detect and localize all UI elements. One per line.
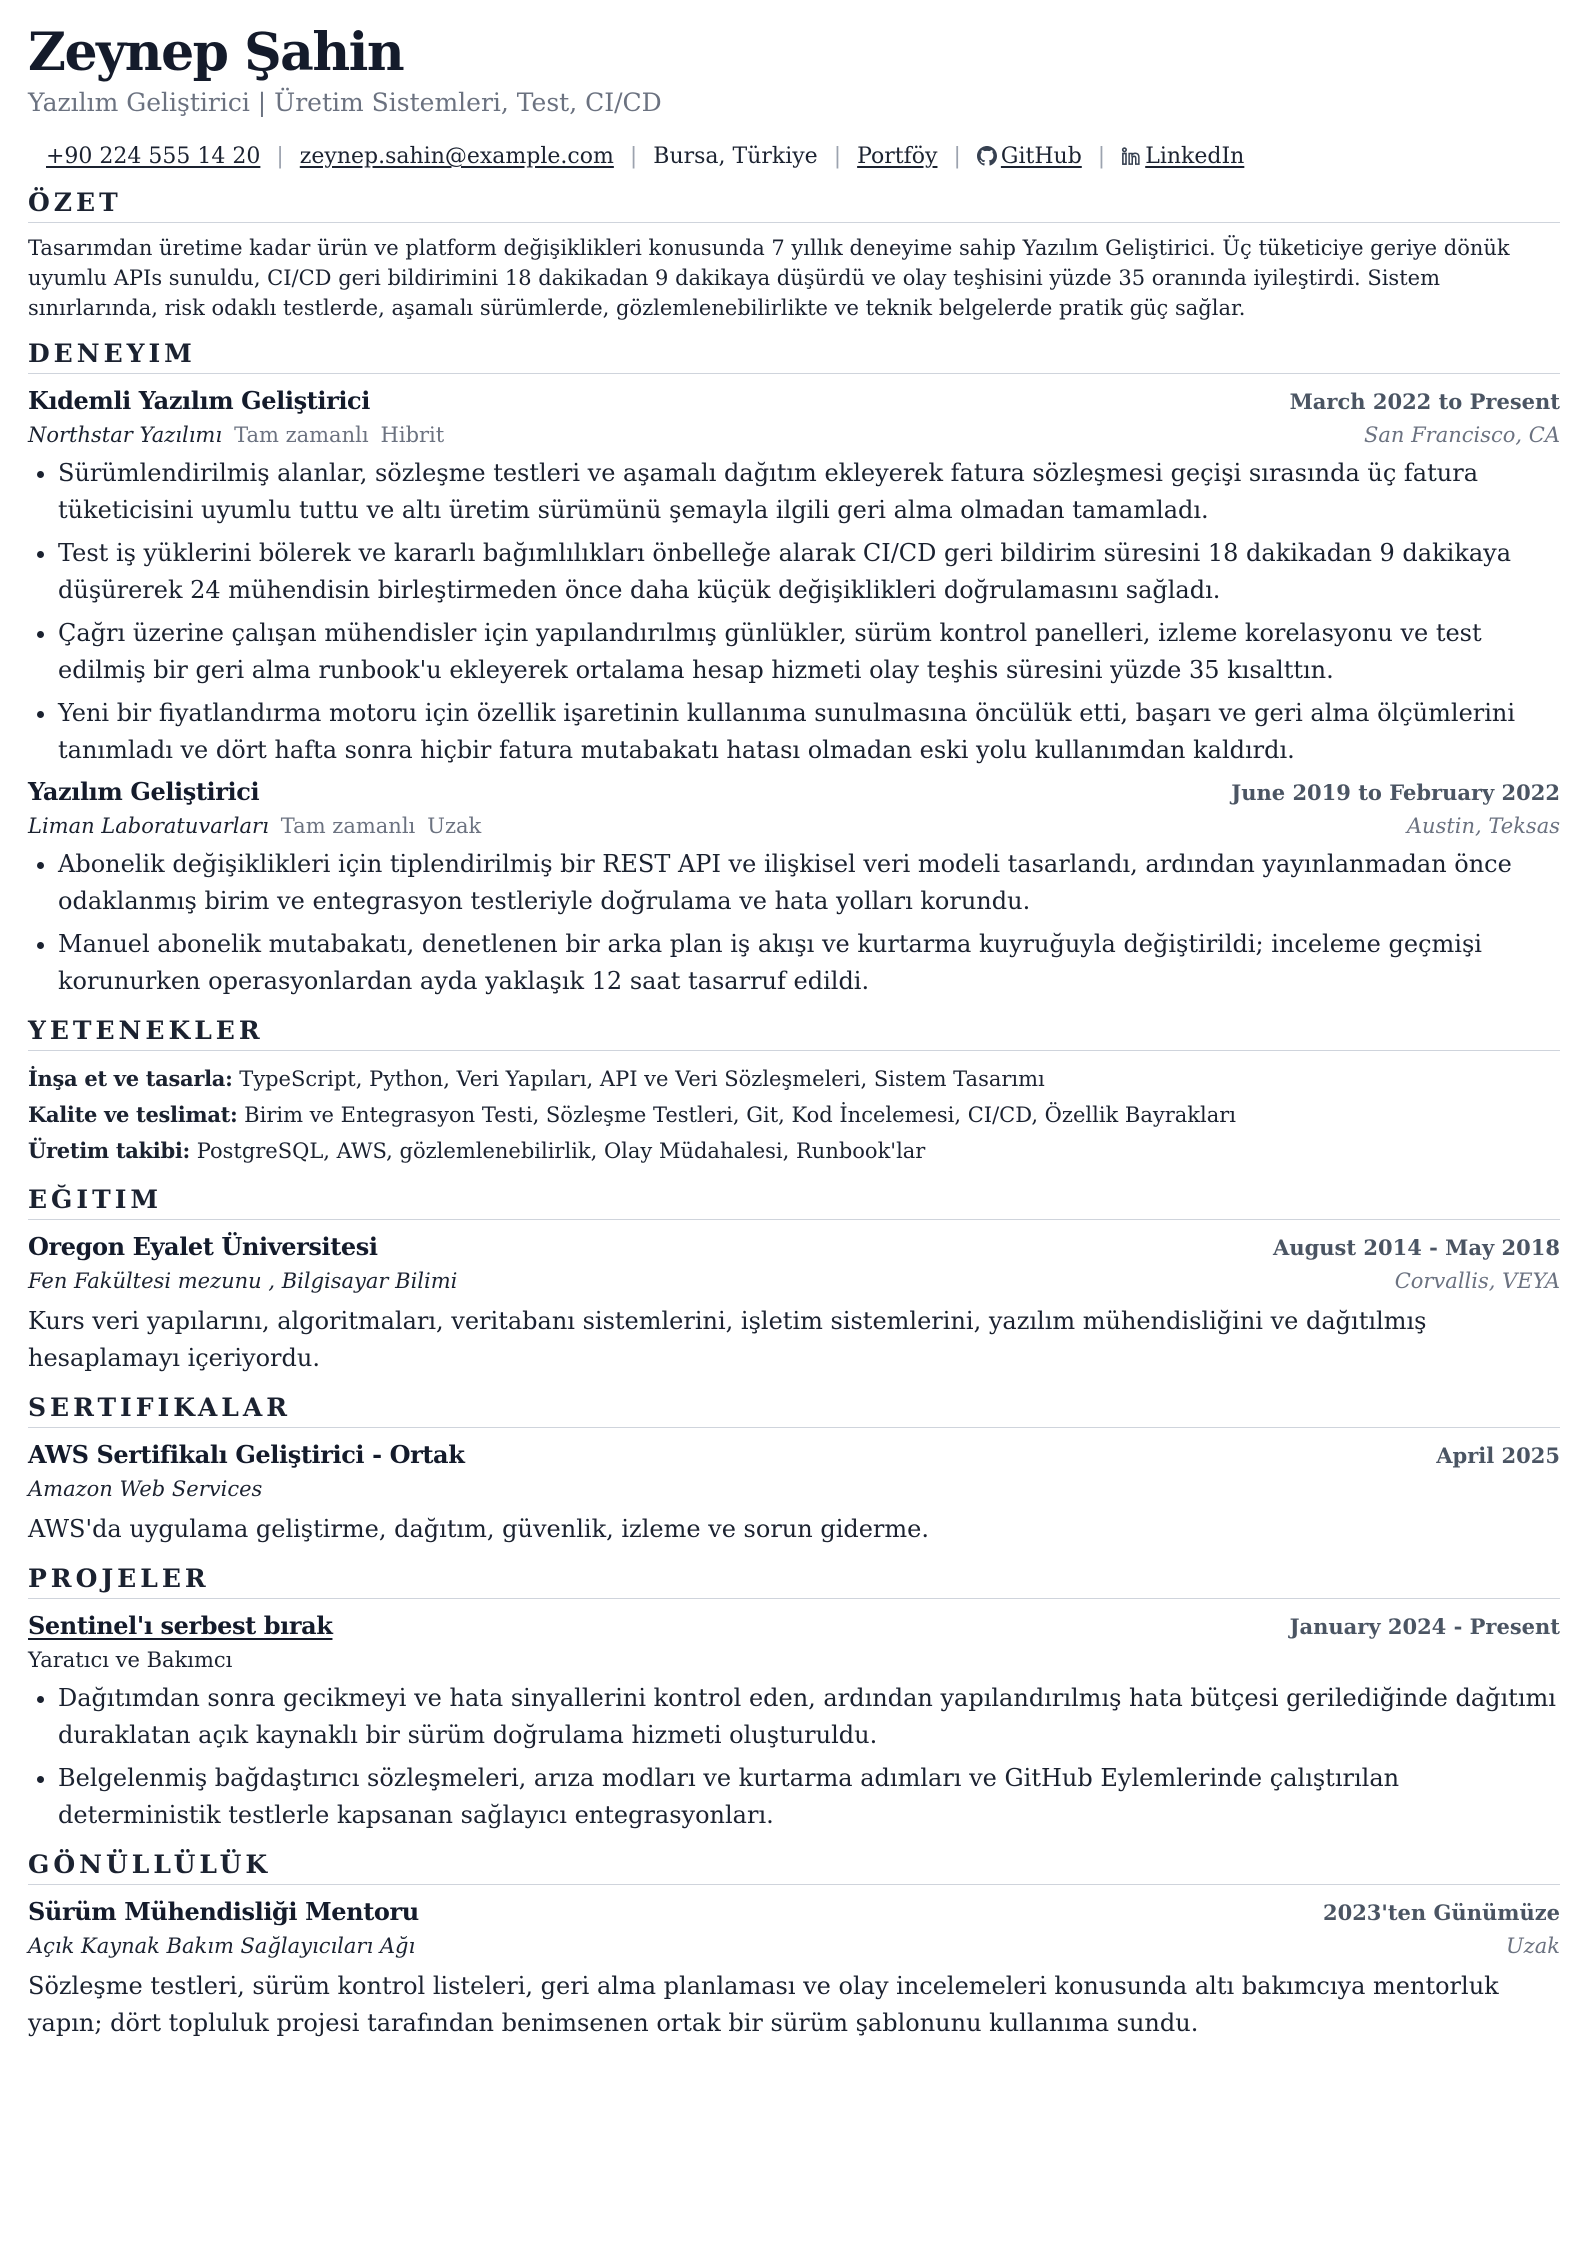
volunteer-org: Açık Kaynak Bakım Sağlayıcıları Ağı [28, 1934, 416, 1958]
job-location: Austin, Teksas [1406, 814, 1560, 838]
bullet-item: • Belgelenmiş bağdaştırıcı sözleşmeleri, arıza modları ve kurtarma adımları ve GitHub Eylemlerinde çalıştırılan deterministik testlerle kapsanan sağlayıcı entegrasyonları. [58, 1760, 1560, 1834]
linkedin-label[interactable]: LinkedIn [1145, 144, 1245, 169]
separator: | [276, 144, 284, 169]
bullet-item: • Çağrı üzerine çalışan mühendisler için yapılandırılmış günlükler, sürüm kontrol panelleri, izleme korelasyonu ve test edilmiş bir geri alma runbook'u ekleyerek ortalama hesap hizmeti olay teşhis süresini yüzde 35 kısalttın. [58, 615, 1560, 689]
contact-bar [28, 142, 1560, 172]
skills-row [28, 1097, 1560, 1133]
github-icon [977, 146, 997, 166]
work-mode: Uzak [427, 814, 482, 838]
company-name: Liman Laboratuvarları [28, 814, 269, 838]
volunteer-description: Sözleşme testleri, sürüm kontrol listeleri, geri alma planlaması ve olay incelemeleri konusunda altı bakımcıya mentorluk yapın; dört topluluk projesi tarafından benimsenen ortak bir sürüm şablonunu kullanıma sundu. [28, 1972, 1499, 2037]
employment-type: Tam zamanlı [280, 814, 416, 838]
skills-row [28, 1061, 1560, 1097]
education-location: Corvallis, VEYA [1394, 1269, 1560, 1293]
skills-value: PostgreSQL, AWS, gözlemlenebilirlik, Olay Müdahalesi, Runbook'lar [196, 1139, 926, 1163]
certification-date: April 2025 [1436, 1443, 1560, 1468]
job-bullets [28, 846, 1560, 1000]
experience-heading: DENEYIM [28, 339, 1560, 374]
certifications-heading: SERTIFIKALAR [28, 1393, 1560, 1428]
github-label[interactable]: GitHub [1000, 144, 1082, 169]
certification-name: AWS Sertifikalı Geliştirici - Ortak [28, 1440, 465, 1469]
separator: | [833, 144, 842, 169]
volunteer-location: Uzak [1505, 1934, 1560, 1958]
bullet-item: • Yeni bir fiyatlandırma motoru için özellik işaretinin kullanıma sunulmasına öncülük etti, başarı ve geri alma ölçümlerini tanımladı ve dört hafta sonra hiçbir fatura mutabakatı hatası olmadan eski yolu kullanımdan kaldırdı. [58, 695, 1560, 769]
volunteering-entry [28, 1895, 1560, 2042]
bullet-item: • Dağıtımdan sonra gecikmeyi ve hata sinyallerini kontrol eden, ardından yapılandırılmış hata bütçesi gerilediğinde dağıtımı duraklatan açık kaynaklı bir sürüm doğrulama hizmeti oluşturuldu. [58, 1680, 1560, 1754]
separator: | [1097, 144, 1106, 169]
education-entry [28, 1230, 1560, 1377]
volunteer-role: Sürüm Mühendisliği Mentoru [28, 1897, 419, 1926]
volunteer-dates: 2023'ten Günümüze [1322, 1900, 1560, 1925]
job-dates: March 2022 to Present [1289, 389, 1560, 414]
project-bullets [28, 1680, 1560, 1834]
company-name: Northstar Yazılımı [28, 423, 223, 447]
skills-label: Kalite ve teslimat: [28, 1102, 238, 1127]
education-heading: EĞITIM [28, 1185, 1560, 1220]
job-bullets [28, 455, 1560, 769]
school-name: Oregon Eyalet Üniversitesi [28, 1232, 378, 1261]
certification-description: AWS'da uygulama geliştirme, dağıtım, güvenlik, izleme ve sorun giderme. [28, 1515, 929, 1543]
degree: Fen Fakültesi mezunu , Bilgisayar Bilimi [28, 1269, 458, 1293]
job-title: Kıdemli Yazılım Geliştirici [28, 386, 370, 415]
email-link[interactable]: zeynep.sahin@example.com [299, 144, 614, 169]
volunteering-heading: GÖNÜLLÜLÜK [28, 1850, 1560, 1885]
certification-issuer: Amazon Web Services [28, 1477, 263, 1501]
project-link[interactable]: Sentinel'ı serbest bırak [28, 1611, 333, 1640]
separator: | [629, 144, 638, 169]
skills-value: Birim ve Entegrasyon Testi, Sözleşme Testleri, Git, Kod İncelemesi, CI/CD, Özellik Bayrakları [244, 1103, 1237, 1127]
summary-heading: ÖZET [28, 188, 1560, 223]
education-description: Kurs veri yapılarını, algoritmaları, veritabanı sistemlerini, işletim sistemlerini, yazılım mühendisliğini ve dağıtılmış hesaplamayı içeriyordu. [28, 1307, 1427, 1372]
certification-entry [28, 1438, 1560, 1548]
job-dates: June 2019 to February 2022 [1231, 780, 1560, 805]
employment-type: Tam zamanlı [234, 423, 369, 447]
project-entry [28, 1609, 1560, 1834]
project-role: Yaratıcı ve Bakımcı [28, 1648, 233, 1672]
linkedin-link[interactable] [1121, 142, 1244, 172]
education-dates: August 2014 - May 2018 [1273, 1235, 1560, 1260]
bullet-item: • Test iş yüklerini bölerek ve kararlı bağımlılıkları önbelleğe alarak CI/CD geri bildirim süresini 18 dakikadan 9 dakikaya düşürerek 24 mühendisin birleştirmeden önce daha küçük değişiklikleri doğrulamasını sağladı. [58, 535, 1560, 609]
skills-value: TypeScript, Python, Veri Yapıları, API ve Veri Sözleşmeleri, Sistem Tasarımı [239, 1067, 1045, 1091]
job-title: Yazılım Geliştirici [28, 777, 260, 806]
separator: | [953, 144, 961, 169]
candidate-name: Zeynep Şahin [28, 22, 404, 83]
github-link[interactable] [977, 142, 1082, 172]
location-text: Bursa, Türkiye [653, 144, 818, 169]
bullet-item: • Sürümlendirilmiş alanlar, sözleşme testleri ve aşamalı dağıtım ekleyerek fatura sözleşmesi geçişi sırasında üç fatura tüketicisini uyumlu tuttu ve altı üretim sürümünü şemayla ilgili geri alma olmadan tamamladı. [58, 455, 1560, 529]
portfolio-link[interactable]: Portföy [857, 144, 938, 169]
skills-row [28, 1133, 1560, 1169]
projects-heading: PROJELER [28, 1564, 1560, 1599]
skills-label: Üretim takibi: [28, 1138, 190, 1163]
headline: Yazılım Geliştirici | Üretim Sistemleri, Test, CI/CD [28, 88, 662, 117]
project-dates: January 2024 - Present [1289, 1614, 1560, 1639]
skills-heading: YETENEKLER [28, 1016, 1560, 1051]
work-mode: Hibrit [380, 423, 445, 447]
bullet-item: • Manuel abonelik mutabakatı, denetlenen bir arka plan iş akışı ve kurtarma kuyruğuyla değiştirildi; inceleme geçmişi korunurken operasyonlardan ayda yaklaşık 12 saat tasarruf edildi. [58, 926, 1560, 1000]
skills-label: İnşa et ve tasarla: [28, 1066, 233, 1091]
linkedin-icon [1121, 146, 1141, 166]
job-entry [28, 775, 1560, 1000]
bullet-item: • Abonelik değişiklikleri için tiplendirilmiş bir REST API ve ilişkisel veri modeli tasarlandı, ardından yayınlanmadan önce odaklanmış birim ve entegrasyon testleriyle doğrulama ve hata yolları korundu. [58, 846, 1560, 920]
summary-text: Tasarımdan üretime kadar ürün ve platform değişiklikleri konusunda 7 yıllık deneyime sahip Yazılım Geliştirici. Üç tüketiciye geriye dönük uyumlu APIs sunuldu, CI/CD geri bildirimini 18 dakikadan 9 dakikaya düşürdü ve olay teşhisini yüzde 35 oranında iyileştirdi. Sistem sınırlarında, risk odaklı testlerde, aşamalı sürümlerde, gözlemlenebilirlikte ve teknik belgelerde pratik güç sağlar. [28, 236, 1510, 320]
job-entry [28, 384, 1560, 769]
job-location: San Francisco, CA [1363, 423, 1560, 447]
phone-link[interactable]: +90 224 555 14 20 [46, 144, 261, 169]
